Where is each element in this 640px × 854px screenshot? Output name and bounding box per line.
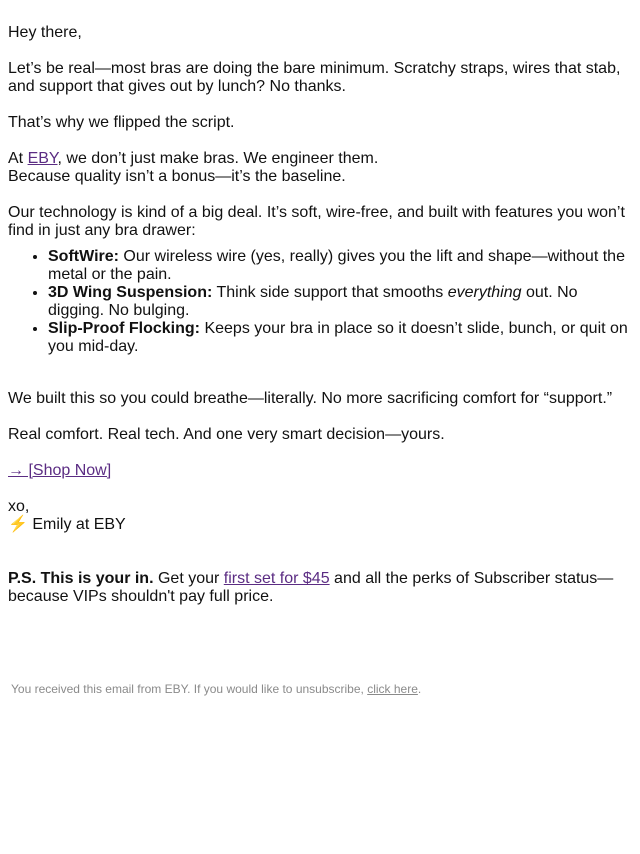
ps-paragraph (8, 570, 628, 606)
footer-text: You received this email from EBY. If you would like to unsubscribe, (11, 682, 368, 696)
feature-softwire (48, 248, 628, 284)
ps-text: and all the perks of Subscriber status—because VIPs shouldn't pay full price. (8, 570, 614, 605)
intro-paragraph: Let’s be real—most bras are doing the bare minimum. Scratchy straps, wires that stab, and support that gives out by lunch? No thanks. (8, 60, 621, 95)
footer-period: . (417, 682, 422, 696)
signature-block (8, 498, 628, 534)
feature-emphasis: everything (447, 284, 522, 301)
flip-script-line: That’s why we flipped the script. (8, 114, 235, 131)
feature-text: Think side support that smooths (212, 284, 448, 301)
feature-text: out. No digging. No bulging. (48, 284, 578, 319)
feature-title: SoftWire: (48, 248, 119, 265)
feature-text: Keeps your bra in place so it doesn’t slide, bunch, or quit on you mid-day. (48, 320, 628, 355)
comfort-paragraph: Real comfort. Real tech. And one very smart decision—yours. (8, 426, 445, 443)
signature: ⚡ Emily at EBY (8, 516, 126, 533)
email-footer (11, 682, 421, 696)
unsubscribe-link[interactable]: click here (367, 682, 418, 696)
feature-list (8, 248, 628, 356)
spacer (8, 552, 628, 570)
brand-link[interactable]: EBY (27, 150, 58, 167)
at-suffix: , we don’t just make bras. We engineer them. (57, 150, 379, 167)
breathe-paragraph: We built this so you could breathe—literally. No more sacrificing comfort for “support.” (8, 390, 613, 407)
ps-heading: P.S. This is your in. (8, 570, 154, 587)
quality-line: Because quality isn’t a bonus—it’s the baseline. (8, 168, 346, 185)
email-body (8, 24, 628, 624)
signoff: xo, (8, 498, 30, 515)
feature-title: Slip-Proof Flocking: (48, 320, 200, 337)
feature-slip-proof (48, 320, 628, 356)
ps-text: Get your (153, 570, 224, 587)
spacer (8, 356, 628, 390)
shop-paragraph (8, 462, 628, 480)
first-set-link[interactable]: first set for $45 (223, 570, 330, 587)
tech-paragraph: Our technology is kind of a big deal. It’s soft, wire-free, and built with features you won’t find in just any bra drawer: (8, 204, 625, 239)
engineer-paragraph (8, 150, 628, 186)
shop-now-link[interactable]: → [Shop Now] (8, 462, 112, 479)
feature-text: Our wireless wire (yes, really) gives you the lift and shape—without the metal or the pain. (48, 248, 625, 283)
feature-3d-wing (48, 284, 628, 320)
feature-title: 3D Wing Suspension: (48, 284, 213, 301)
greeting: Hey there, (8, 24, 82, 41)
at-prefix: At (8, 150, 28, 167)
